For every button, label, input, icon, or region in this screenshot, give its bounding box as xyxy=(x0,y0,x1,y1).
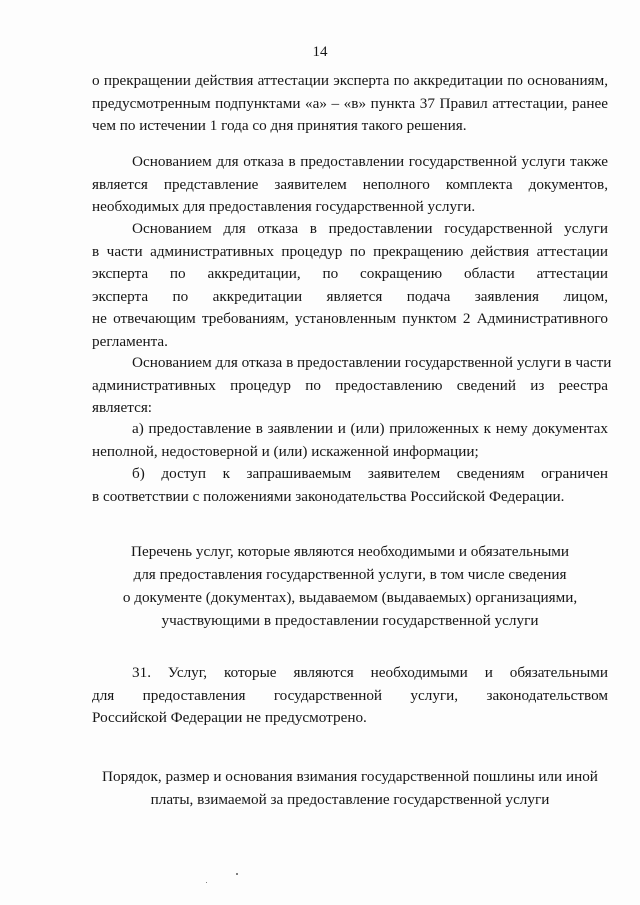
paragraph-refusal-termination-procedures xyxy=(92,218,608,354)
text-line: Основанием для отказа в предоставлении государственной услуги xyxy=(132,220,608,237)
text-line: является: xyxy=(92,399,153,417)
text-line: не отвечающим требованиям, установленным пунктом 2 Административного xyxy=(92,310,608,328)
text-line: Основанием для отказа в предоставлении государственной услуги в части xyxy=(132,354,612,371)
text-line: б) доступ к запрашиваемым заявителем сведениям ограничен xyxy=(132,465,608,482)
section-heading-required-services xyxy=(92,540,608,632)
paragraph-31 xyxy=(92,662,608,730)
paragraph-refusal-incomplete-documents xyxy=(92,151,608,219)
list-item-a xyxy=(92,418,608,463)
text-line: является представление заявителем неполного комплекта документов, xyxy=(92,175,608,193)
heading-line: платы, взимаемой за предоставление государственной услуги xyxy=(150,791,550,808)
heading-line: участвующими в предоставлении государственной услуги xyxy=(161,612,539,629)
page-number: 14 xyxy=(312,44,328,60)
text-line: в соответствии с положениями законодательства Российской Федерации. xyxy=(92,487,565,505)
text-line: необходимых для предоставления государственной услуги. xyxy=(92,198,476,216)
text-line: Российской Федерации не предусмотрено. xyxy=(92,709,367,727)
text-line: регламента. xyxy=(92,332,168,350)
text-line: для предоставления государственной услуги, законодательством xyxy=(92,686,608,704)
text-line: эксперта по аккредитации является подача заявления лицом, xyxy=(92,287,608,305)
text-line: предусмотренным подпунктами «а» – «в» пункта 37 Правил аттестации, ранее xyxy=(92,94,608,112)
text-line: в части административных процедур по прекращению действия аттестации xyxy=(92,242,608,260)
text-line: неполной, недостоверной и (или) искаженной информации; xyxy=(92,442,479,460)
text-line: 31. Услуг, которые являются необходимыми и обязательными xyxy=(132,664,608,681)
text-line: чем по истечении 1 года со дня принятия такого решения. xyxy=(92,117,467,135)
text-line: Основанием для отказа в предоставлении государственной услуги также xyxy=(132,153,608,170)
text-line: о прекращении действия аттестации эксперта по аккредитации по основаниям, xyxy=(92,72,608,89)
paragraph-refusal-registry-information xyxy=(92,352,612,420)
scan-speck xyxy=(236,873,238,875)
text-line: административных процедур по предоставлению сведений из реестра xyxy=(92,376,608,394)
heading-line: о документе (документах), выдаваемом (выдаваемых) организациями, xyxy=(122,589,578,606)
scan-speck xyxy=(206,882,207,883)
text-line: эксперта по аккредитации, по сокращению области аттестации xyxy=(92,265,608,283)
list-item-b xyxy=(92,463,608,508)
paragraph-termination-continuation xyxy=(92,70,608,138)
heading-line: Перечень услуг, которые являются необходимыми и обязательными xyxy=(130,543,570,560)
text-line: а) предоставление в заявлении и (или) приложенных к нему документах xyxy=(132,420,608,437)
heading-line: для предоставления государственной услуги, в том числе сведения xyxy=(133,566,567,583)
heading-line: Порядок, размер и основания взимания государственной пошлины или иной xyxy=(102,768,598,785)
section-heading-state-fee xyxy=(84,765,616,811)
